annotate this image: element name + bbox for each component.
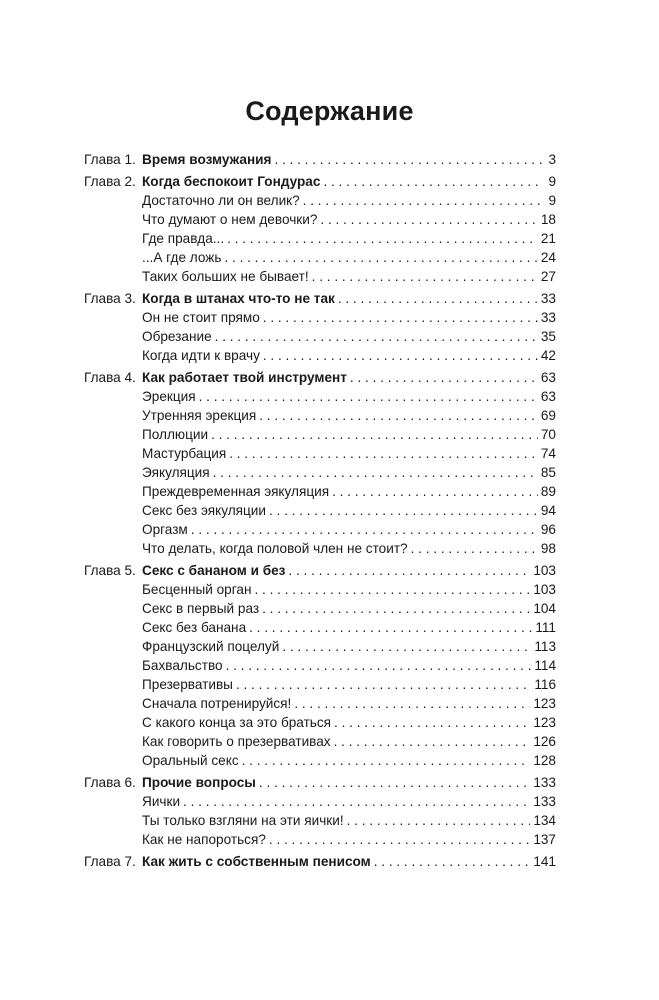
section-title: Бахвальство	[142, 658, 223, 673]
toc-section-row[interactable]	[84, 580, 556, 599]
section-title: ...А где ложь	[142, 250, 222, 265]
dot-leader	[350, 368, 538, 387]
page-number: 98	[540, 541, 556, 556]
toc-section-row[interactable]	[84, 675, 556, 694]
toc-chapter-row[interactable]	[84, 368, 556, 387]
page-number: 18	[540, 212, 556, 227]
chapter-title: Секс с бананом и без	[142, 563, 286, 578]
dot-leader	[332, 482, 538, 501]
section-title: Французский поцелуй	[142, 639, 280, 654]
dot-leader	[215, 327, 538, 346]
toc-section-row[interactable]	[84, 830, 556, 849]
dot-leader	[259, 406, 538, 425]
chapter-title: Прочие вопросы	[142, 775, 256, 790]
toc-section-row[interactable]	[84, 463, 556, 482]
page-number: 70	[540, 427, 556, 442]
toc-section-row[interactable]	[84, 694, 556, 713]
page-number: 9	[548, 193, 556, 208]
chapter-number: Глава 5.	[84, 563, 136, 578]
dot-leader	[236, 675, 531, 694]
page-number: 35	[540, 329, 556, 344]
chapter-number: Глава 6.	[84, 775, 136, 790]
section-title: Мастурбация	[142, 446, 227, 461]
section-title: Поллюции	[142, 427, 209, 442]
page-number: 21	[540, 231, 556, 246]
dot-leader	[334, 732, 531, 751]
section-title: Таких больших не бывает!	[142, 269, 309, 284]
page-title: Содержание	[245, 96, 414, 126]
section-title: Оргазм	[142, 522, 188, 537]
chapter-number: Глава 2.	[84, 174, 136, 189]
toc-section-row[interactable]	[84, 792, 556, 811]
page-number: 89	[540, 484, 556, 499]
dot-leader	[323, 172, 543, 191]
section-title: Секс в первый раз	[142, 601, 260, 616]
section-title: Сначала потренируйся!	[142, 696, 292, 711]
dot-leader	[242, 751, 531, 770]
dot-leader	[229, 444, 538, 463]
toc-section-row[interactable]	[84, 267, 556, 286]
toc-section-row[interactable]	[84, 444, 556, 463]
toc-section-row[interactable]	[84, 387, 556, 406]
toc-section-row[interactable]	[84, 501, 556, 520]
section-title: С какого конца за это браться	[142, 715, 332, 730]
section-title: Оральный секс	[142, 753, 239, 768]
toc-section-row[interactable]	[84, 811, 556, 830]
chapter-title: Когда беспокоит Гондурас	[142, 174, 321, 189]
section-title: Как говорить о презервативах	[142, 734, 331, 749]
chapter-number: Глава 1.	[84, 152, 136, 167]
dot-leader	[254, 580, 530, 599]
section-title: Эякуляция	[142, 465, 210, 480]
dot-leader	[334, 713, 530, 732]
toc-section-row[interactable]	[84, 539, 556, 558]
toc-chapter	[84, 561, 556, 770]
page-number: 123	[533, 696, 556, 711]
page-number: 33	[540, 310, 556, 325]
page-number: 74	[540, 446, 556, 461]
section-title: Утренняя эрекция	[142, 408, 257, 423]
section-title: Презервативы	[142, 677, 233, 692]
page-number: 123	[533, 715, 556, 730]
chapter-title: Время возмужания	[142, 152, 272, 167]
section-title: Он не стоит прямо	[142, 310, 260, 325]
toc-chapter	[84, 773, 556, 849]
dot-leader	[227, 229, 538, 248]
section-title: Преждевременная эякуляция	[142, 484, 330, 499]
toc-chapter	[84, 150, 556, 169]
section-title: Эрекция	[142, 389, 196, 404]
page-number: 27	[540, 269, 556, 284]
section-title: Как не напороться?	[142, 832, 266, 847]
page-number: 141	[533, 854, 556, 869]
page-number: 103	[533, 582, 556, 597]
page-number: 134	[533, 813, 556, 828]
toc-chapter	[84, 368, 556, 558]
dot-leader	[226, 656, 532, 675]
toc-section-row[interactable]	[84, 248, 556, 267]
dot-leader	[411, 539, 538, 558]
toc-section-row[interactable]	[84, 425, 556, 444]
dot-leader	[211, 425, 538, 444]
chapter-number: Глава 7.	[84, 854, 136, 869]
dot-leader	[312, 267, 538, 286]
table-of-contents	[84, 150, 556, 874]
dot-leader	[263, 308, 538, 327]
toc-chapter-row[interactable]	[84, 773, 556, 792]
page-number: 96	[540, 522, 556, 537]
toc-section-row[interactable]	[84, 191, 556, 210]
toc-section-row[interactable]	[84, 637, 556, 656]
dot-leader	[249, 618, 532, 637]
page-number: 113	[534, 639, 556, 654]
toc-section-row[interactable]	[84, 732, 556, 751]
toc-section-row[interactable]	[84, 346, 556, 365]
toc-section-row[interactable]	[84, 520, 556, 539]
page-number: 69	[540, 408, 556, 423]
toc-section-row[interactable]	[84, 229, 556, 248]
toc-chapter-row[interactable]	[84, 172, 556, 191]
page-number: 137	[533, 832, 556, 847]
chapter-number: Глава 3.	[84, 291, 136, 306]
dot-leader	[294, 694, 530, 713]
toc-chapter	[84, 172, 556, 286]
toc-chapter	[84, 852, 556, 871]
dot-leader	[269, 830, 530, 849]
toc-section-row[interactable]	[84, 327, 556, 346]
dot-leader	[288, 561, 530, 580]
dot-leader	[374, 852, 531, 871]
chapter-title: Как работает твой инструмент	[142, 370, 347, 385]
page-number: 24	[540, 250, 556, 265]
chapter-title: Как жить с собственным пенисом	[142, 854, 371, 869]
section-title: Что думают о нем девочки?	[142, 212, 318, 227]
dot-leader	[274, 150, 543, 169]
page-number: 42	[540, 348, 556, 363]
page-number: 114	[534, 658, 556, 673]
page-number: 33	[540, 291, 556, 306]
section-title: Обрезание	[142, 329, 212, 344]
page-number: 128	[533, 753, 556, 768]
toc-section-row[interactable]	[84, 751, 556, 770]
section-title: Ты только взгляни на эти яички!	[142, 813, 344, 828]
page-number: 116	[534, 677, 556, 692]
chapter-title: Когда в штанах что-то не так	[142, 291, 335, 306]
dot-leader	[262, 599, 530, 618]
page-number: 103	[533, 563, 556, 578]
dot-leader	[282, 637, 531, 656]
toc-section-row[interactable]	[84, 599, 556, 618]
page-number: 133	[533, 794, 556, 809]
dot-leader	[347, 811, 531, 830]
dot-leader	[259, 773, 530, 792]
page-number: 94	[540, 503, 556, 518]
toc-section-row[interactable]	[84, 656, 556, 675]
toc-chapter	[84, 289, 556, 365]
toc-section-row[interactable]	[84, 482, 556, 501]
toc-chapter-row[interactable]	[84, 561, 556, 580]
page-number: 126	[533, 734, 556, 749]
page-number: 85	[540, 465, 556, 480]
toc-section-row[interactable]	[84, 713, 556, 732]
dot-leader	[191, 520, 538, 539]
section-title: Бесценный орган	[142, 582, 252, 597]
page-number: 104	[533, 601, 556, 616]
dot-leader	[269, 501, 538, 520]
toc-chapter-row[interactable]	[84, 150, 556, 169]
page-number: 111	[535, 620, 556, 635]
dot-leader	[263, 346, 538, 365]
section-title: Что делать, когда половой член не стоит?	[142, 541, 408, 556]
dot-leader	[338, 289, 538, 308]
section-title: Достаточно ли он велик?	[142, 193, 300, 208]
toc-chapter-row[interactable]	[84, 289, 556, 308]
page-number: 63	[540, 370, 556, 385]
page-number: 9	[548, 174, 556, 189]
toc-section-row[interactable]	[84, 308, 556, 327]
page-number: 3	[548, 152, 556, 167]
dot-leader	[303, 191, 543, 210]
dot-leader	[183, 792, 530, 811]
toc-chapter-row[interactable]	[84, 852, 556, 871]
dot-leader	[224, 248, 537, 267]
section-title: Яички	[142, 794, 181, 809]
page-number: 133	[533, 775, 556, 790]
dot-leader	[199, 387, 538, 406]
toc-section-row[interactable]	[84, 406, 556, 425]
toc-section-row[interactable]	[84, 618, 556, 637]
dot-leader	[213, 463, 538, 482]
chapter-number: Глава 4.	[84, 370, 136, 385]
section-title: Секс без банана	[142, 620, 247, 635]
section-title: Где правда...	[142, 231, 225, 246]
dot-leader	[320, 210, 537, 229]
section-title: Секс без эякуляции	[142, 503, 266, 518]
toc-section-row[interactable]	[84, 210, 556, 229]
section-title: Когда идти к врачу	[142, 348, 260, 363]
page-number: 63	[540, 389, 556, 404]
